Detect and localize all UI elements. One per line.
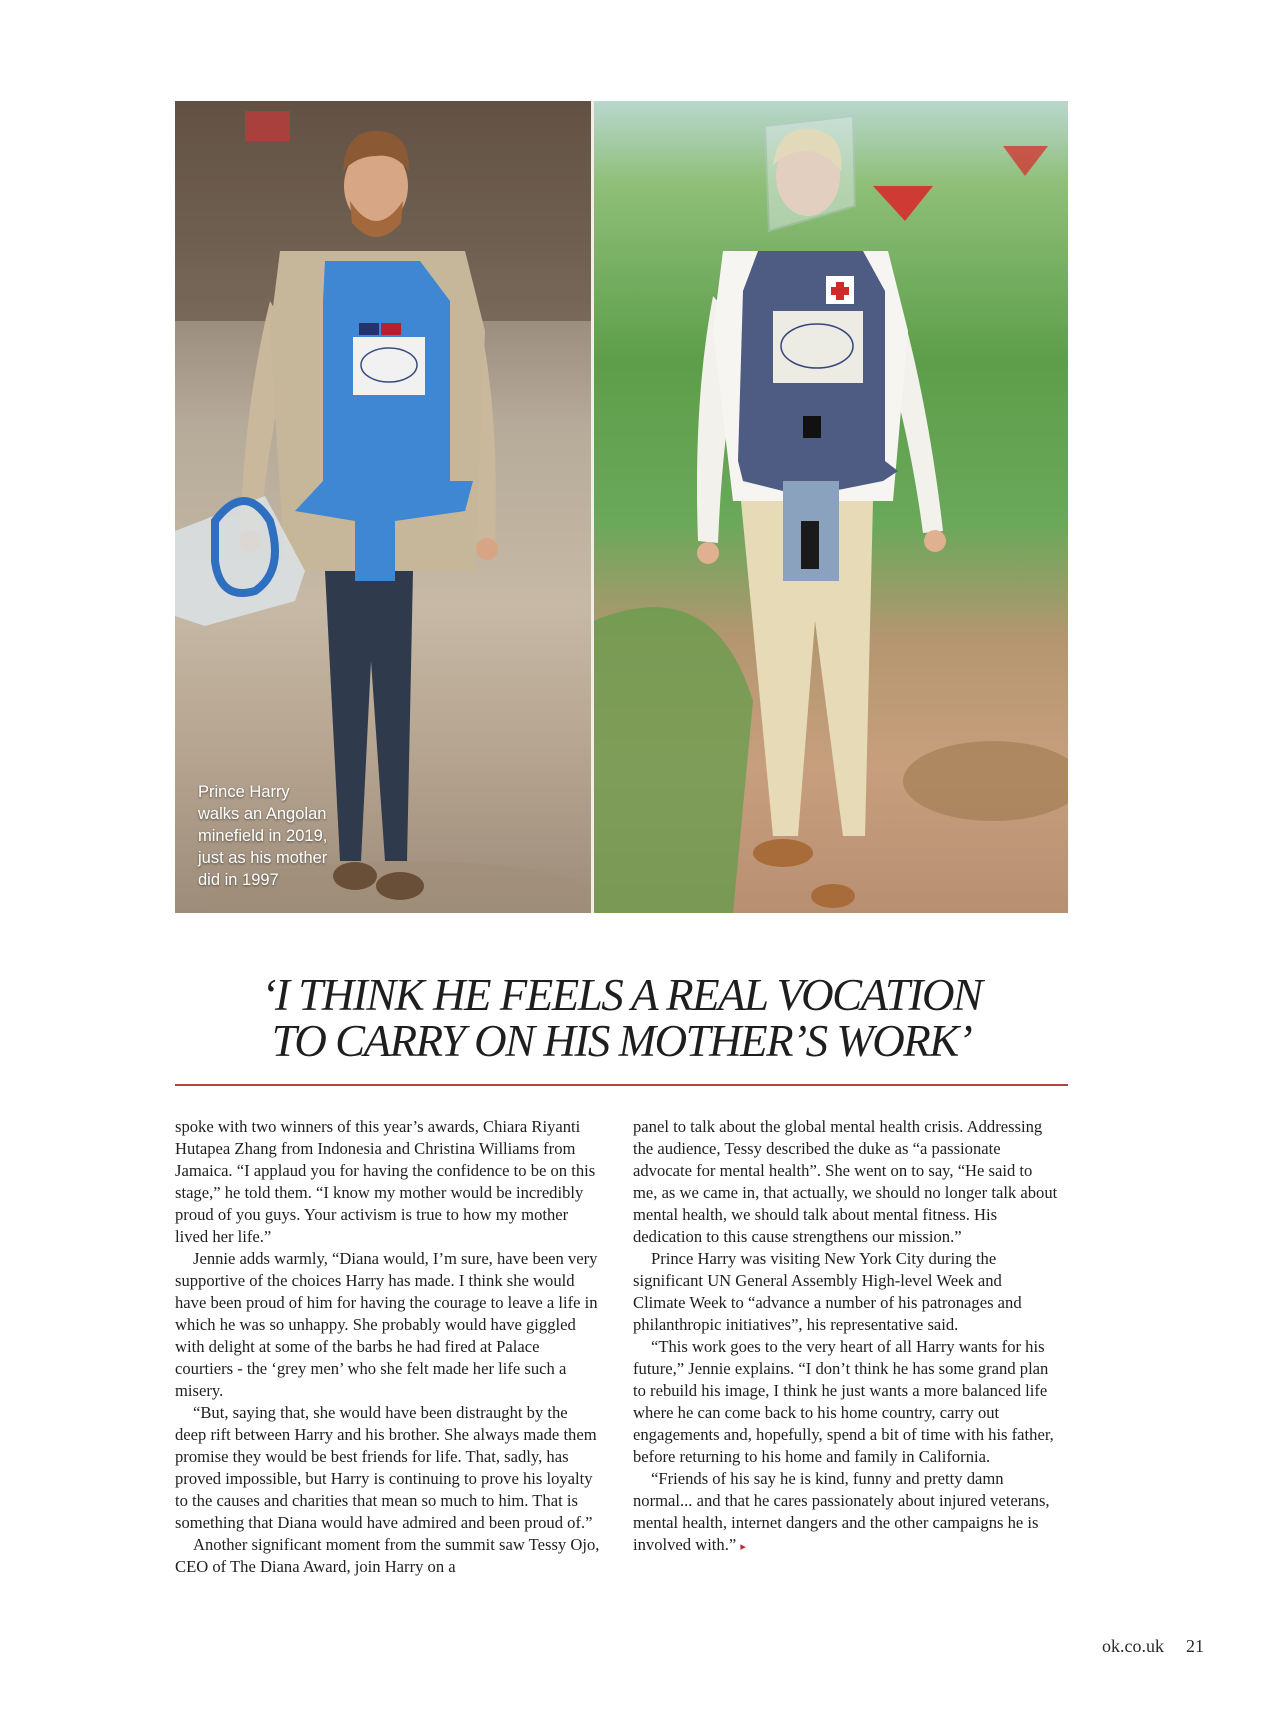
paragraph: “But, saying that, she would have been distraught by the deep rift between Harry and his brother. She always made them promise they would be best friends for life. That, sadly, has proved impossible, but Harry is continuing to prove his loyalty to the causes and charities that mean so much to him. That is something that Diana would have admired and been proud of.”: [175, 1403, 597, 1532]
paragraph-text: “Friends of his say he is kind, funny and pretty damn normal... and that he cares passionately about injured veterans, mental health, internet dangers and the other campaigns he is involved with.”: [633, 1469, 1050, 1554]
photo-spread: [175, 101, 1068, 913]
article-column-right: [633, 1116, 1058, 1558]
headline-line-1: ‘I THINK HE FEELS A REAL VOCATION: [261, 970, 982, 1020]
article-column-left: [175, 1116, 600, 1578]
paragraph: Jennie adds warmly, “Diana would, I’m sure, have been very supportive of the choices Harry has made. I think she would have been proud of him for having the courage to leave a life in which he was so unhappy. She probably would have giggled with delight at some of the barbs he had fired at Palace courtiers - the ‘grey men’ who she felt made her life such a misery.: [175, 1249, 598, 1400]
paragraph: “This work goes to the very heart of all Harry wants for his future,” Jennie explains. “I don’t think he has some grand plan to rebuild his image, I think he just wants a more balanced life where he can come back to his home country, carry out engagements and, hopefully, spend a bit of time with his father, before returning to his home and family in California.: [633, 1337, 1054, 1466]
page-number: 21: [1186, 1636, 1204, 1656]
pull-quote-headline: [175, 972, 1068, 1064]
headline-rule: [175, 1084, 1068, 1086]
paragraph: Prince Harry was visiting New York City during the significant UN General Assembly High-level Week and Climate Week to “advance a number of his patronages and philanthropic initiatives”, his representative said.: [633, 1249, 1022, 1334]
page-footer: [1102, 1636, 1204, 1657]
footer-site: ok.co.uk: [1102, 1636, 1164, 1656]
paragraph: panel to talk about the global mental health crisis. Addressing the audience, Tessy described the duke as “a passionate advocate for mental health”. She went on to say, “He said to me, as we came in, that actually, we should no longer talk about mental health, we should talk about mental fitness. His dedication to this cause strengthens our mission.”: [633, 1117, 1058, 1246]
paragraph: spoke with two winners of this year’s awards, Chiara Riyanti Hutapea Zhang from Indonesia and Christina Williams from Jamaica. “I applaud you for having the confidence to be on this stage,” he told them. “I know my mother would be incredibly proud of you guys. Your activism is true to how my mother lived her life.”: [175, 1117, 596, 1246]
paragraph: Another significant moment from the summit saw Tessy Ojo, CEO of The Diana Award, join Harry on a: [175, 1535, 600, 1576]
photo-caption: Prince Harry walks an Angolan minefield in 2019, just as his mother did in 1997: [198, 783, 328, 889]
photo-divider: [591, 101, 594, 913]
paragraph-last: [633, 1468, 1058, 1558]
continue-arrow-icon: ▸: [740, 1541, 746, 1553]
photo-princess-diana: [593, 101, 1068, 913]
diana-figure-illustration: [593, 101, 1068, 913]
headline-line-2: TO CARRY ON HIS MOTHER’S WORK’: [271, 1016, 972, 1066]
